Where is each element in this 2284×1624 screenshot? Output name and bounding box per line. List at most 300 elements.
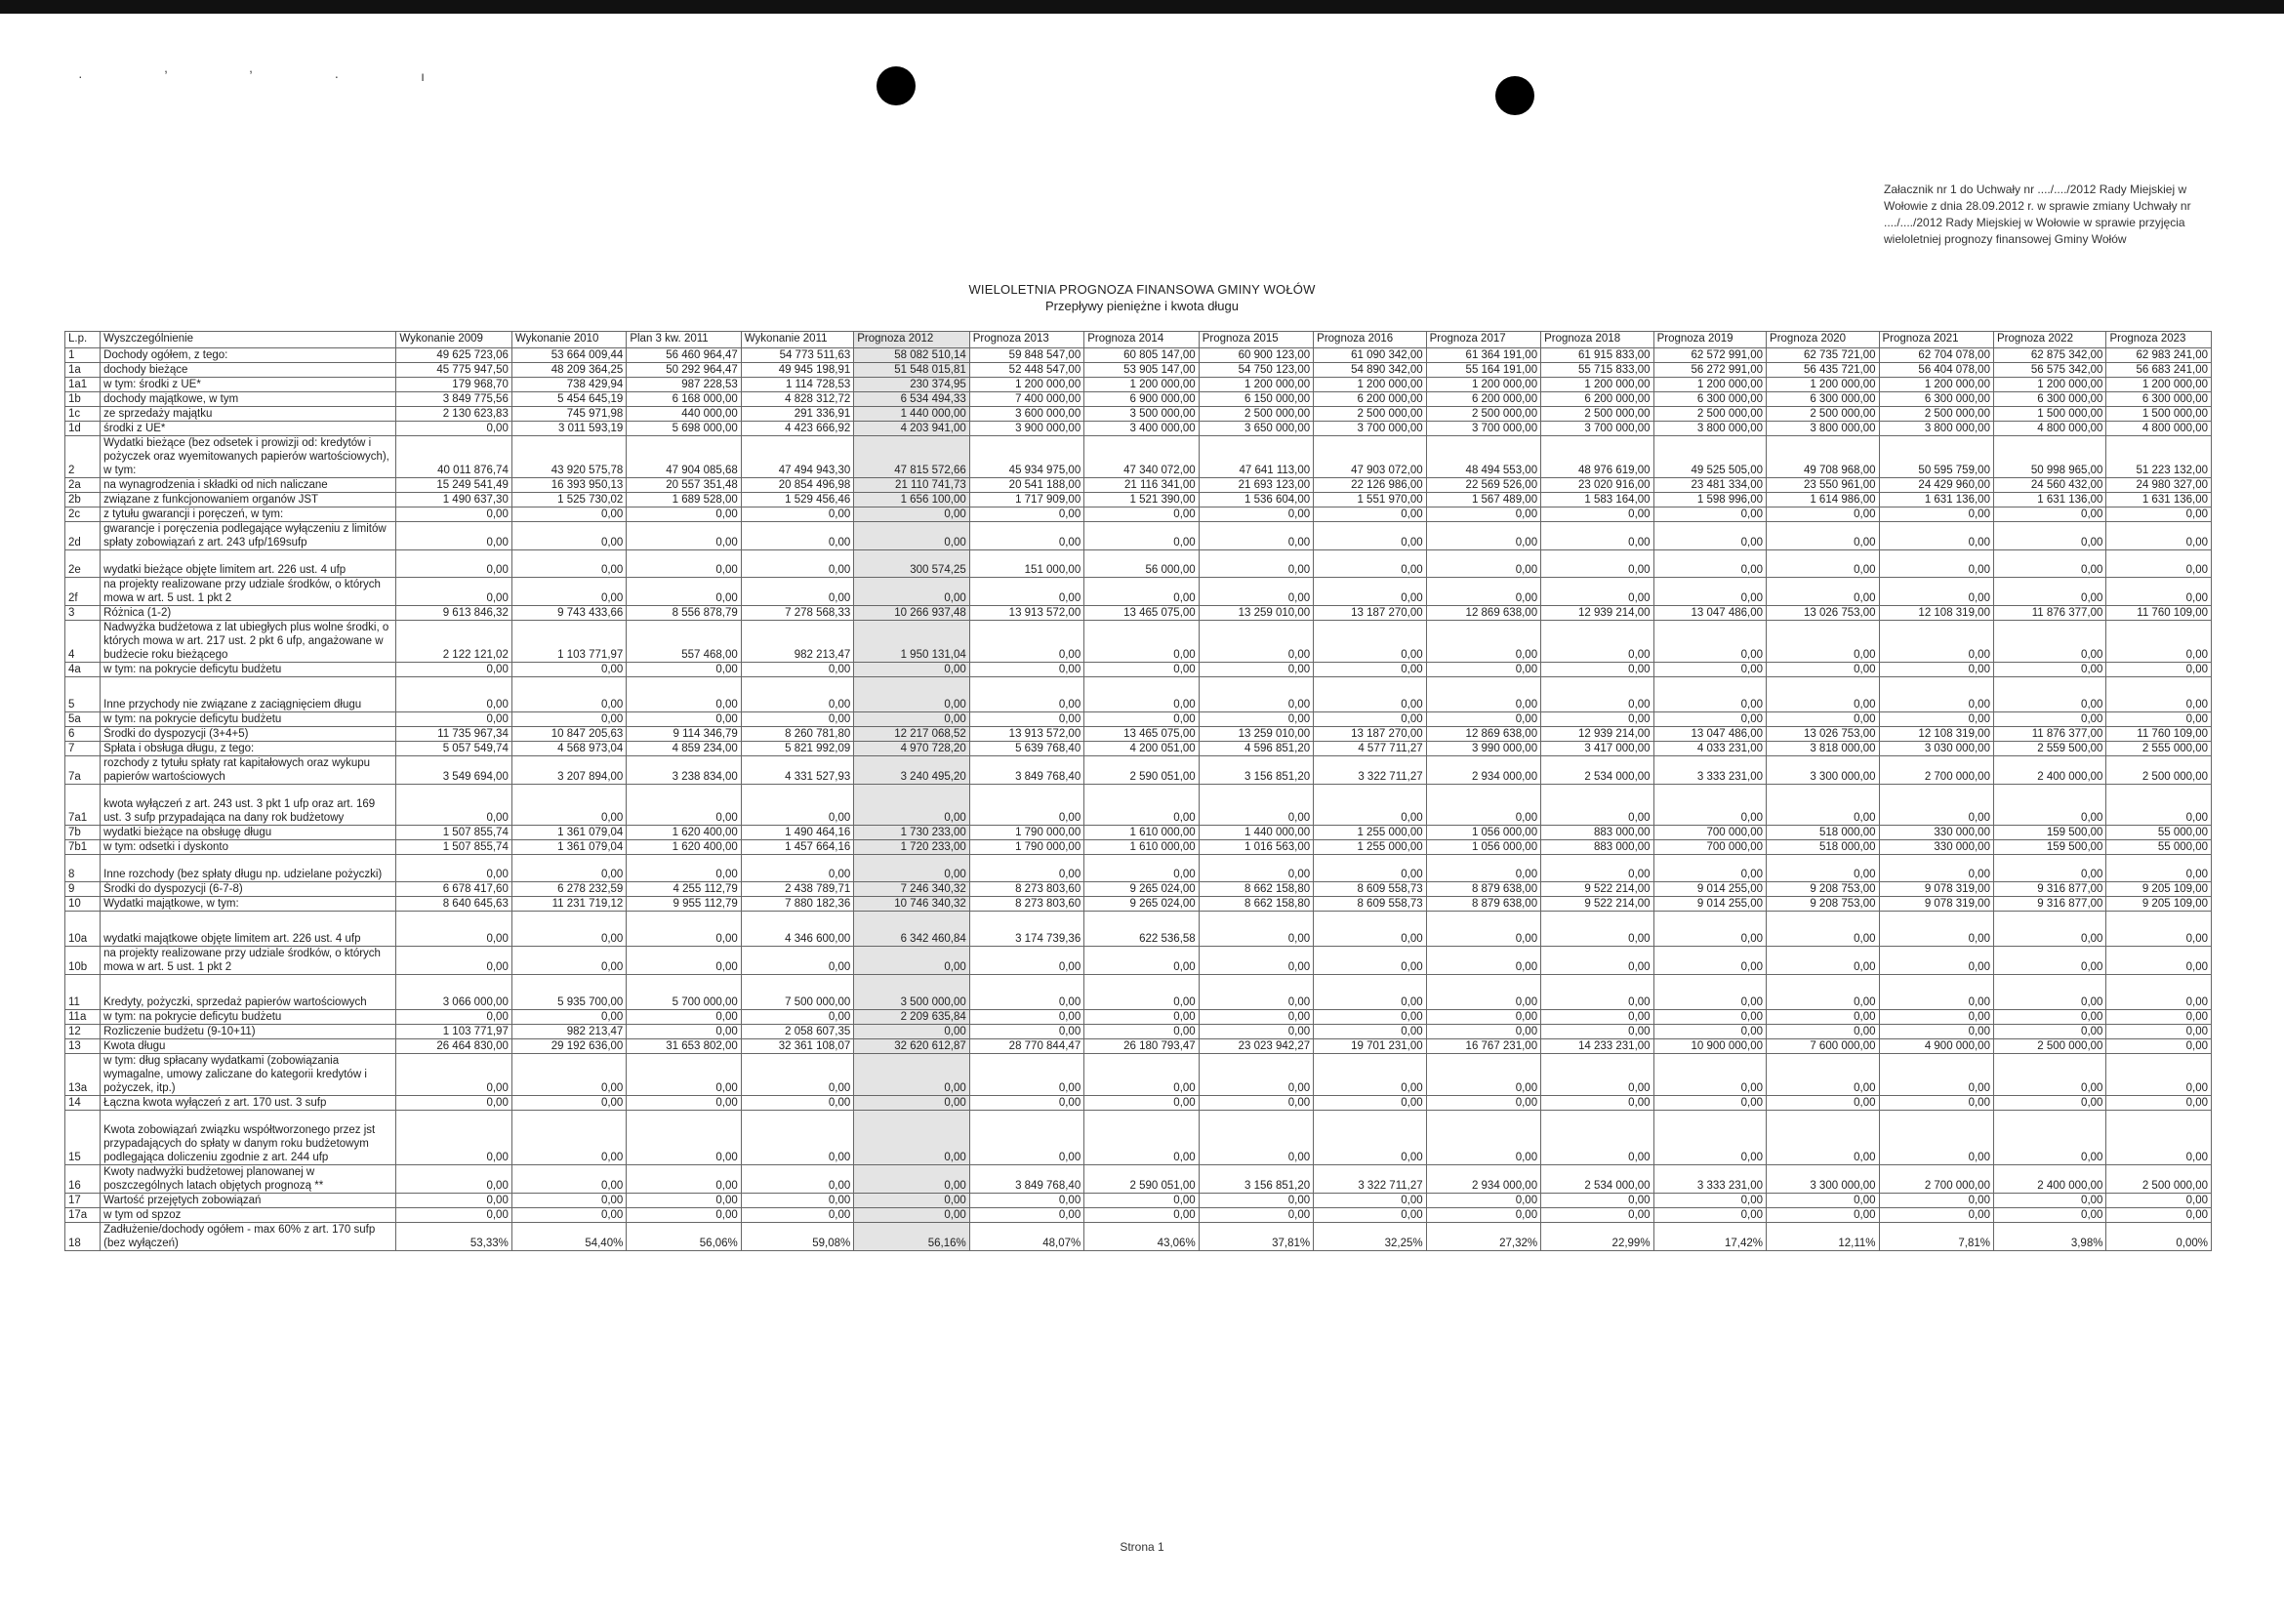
value-cell: 9 208 753,00 bbox=[1767, 897, 1879, 912]
value-cell: 0,00 bbox=[1767, 522, 1879, 550]
value-cell: 0,00 bbox=[1879, 578, 1993, 606]
value-cell: 11 876 377,00 bbox=[1993, 606, 2105, 621]
value-cell: 19 701 231,00 bbox=[1314, 1039, 1426, 1054]
scan-specks: · ʼ ʼ · ı bbox=[78, 68, 464, 84]
value-cell: 20 854 496,98 bbox=[741, 478, 853, 493]
value-cell: 0,00 bbox=[1653, 550, 1766, 578]
value-cell: 1 200 000,00 bbox=[1199, 378, 1313, 392]
value-cell: 3 849 768,40 bbox=[969, 756, 1083, 785]
value-cell: 0,00 bbox=[1879, 712, 1993, 727]
value-cell: 0,00 bbox=[1541, 578, 1653, 606]
row-number: 1 bbox=[65, 348, 101, 363]
row-description: dochody bieżące bbox=[101, 363, 396, 378]
value-cell: 60 805 147,00 bbox=[1084, 348, 1199, 363]
value-cell: 2 555 000,00 bbox=[2106, 742, 2212, 756]
value-cell: 58 082 510,14 bbox=[854, 348, 969, 363]
value-cell: 330 000,00 bbox=[1879, 826, 1993, 840]
value-cell: 2 500 000,00 bbox=[2106, 1165, 2212, 1194]
value-cell: 1 200 000,00 bbox=[1084, 378, 1199, 392]
value-cell: 0,00 bbox=[1426, 1194, 1540, 1208]
value-cell: 2 438 789,71 bbox=[741, 882, 853, 897]
value-cell: 0,00 bbox=[2106, 975, 2212, 1010]
value-cell: 55 000,00 bbox=[2106, 840, 2212, 855]
value-cell: 0,00 bbox=[1314, 1096, 1426, 1111]
value-cell: 56 000,00 bbox=[1084, 550, 1199, 578]
value-cell: 0,00 bbox=[1993, 1054, 2105, 1096]
value-cell: 1 536 604,00 bbox=[1199, 493, 1313, 508]
scan-top-edge bbox=[0, 0, 2284, 14]
value-cell: 0,00 bbox=[1084, 677, 1199, 712]
row-description: w tym: środki z UE* bbox=[101, 378, 396, 392]
value-cell: 0,00 bbox=[1541, 947, 1653, 975]
value-cell: 2 500 000,00 bbox=[1767, 407, 1879, 422]
value-cell: 0,00 bbox=[1314, 785, 1426, 826]
value-cell: 0,00 bbox=[1653, 508, 1766, 522]
row-description: Dochody ogółem, z tego: bbox=[101, 348, 396, 363]
value-cell: 0,00 bbox=[396, 422, 511, 436]
value-cell: 56 435 721,00 bbox=[1767, 363, 1879, 378]
value-cell: 62 572 991,00 bbox=[1653, 348, 1766, 363]
value-cell: 0,00 bbox=[1993, 1111, 2105, 1165]
value-cell: 0,00 bbox=[1541, 975, 1653, 1010]
table-row bbox=[65, 712, 2212, 727]
value-cell: 7 880 182,36 bbox=[741, 897, 853, 912]
table-row bbox=[65, 1111, 2212, 1165]
value-cell: 0,00 bbox=[1541, 522, 1653, 550]
value-cell: 47 904 085,68 bbox=[627, 436, 741, 478]
value-cell: 24 429 960,00 bbox=[1879, 478, 1993, 493]
value-cell: 0,00 bbox=[1541, 1194, 1653, 1208]
value-cell: 6 278 232,59 bbox=[511, 882, 626, 897]
value-cell: 0,00 bbox=[741, 1096, 853, 1111]
value-cell: 0,00 bbox=[741, 508, 853, 522]
value-cell: 0,00 bbox=[511, 1054, 626, 1096]
value-cell: 0,00 bbox=[396, 508, 511, 522]
value-cell: 0,00 bbox=[1199, 663, 1313, 677]
value-cell: 300 574,25 bbox=[854, 550, 969, 578]
value-cell: 6 200 000,00 bbox=[1426, 392, 1540, 407]
punch-hole-right bbox=[1495, 76, 1534, 115]
value-cell: 7 500 000,00 bbox=[741, 975, 853, 1010]
row-number: 8 bbox=[65, 855, 101, 882]
value-cell: 0,00 bbox=[511, 522, 626, 550]
value-cell: 0,00 bbox=[1993, 621, 2105, 663]
value-cell: 1 521 390,00 bbox=[1084, 493, 1199, 508]
row-description: wydatki bieżące objęte limitem art. 226 ust. 4 ufp bbox=[101, 550, 396, 578]
value-cell: 0,00 bbox=[969, 578, 1083, 606]
value-cell: 0,00 bbox=[1084, 1194, 1199, 1208]
value-cell: 59 848 547,00 bbox=[969, 348, 1083, 363]
forecast-table bbox=[64, 331, 2212, 1251]
value-cell: 1 730 233,00 bbox=[854, 826, 969, 840]
value-cell: 518 000,00 bbox=[1767, 840, 1879, 855]
value-cell: 21 116 341,00 bbox=[1084, 478, 1199, 493]
value-cell: 0,00 bbox=[2106, 1111, 2212, 1165]
value-cell: 1 610 000,00 bbox=[1084, 826, 1199, 840]
value-cell: 0,00 bbox=[1879, 785, 1993, 826]
table-row bbox=[65, 621, 2212, 663]
row-number: 10 bbox=[65, 897, 101, 912]
value-cell: 0,00 bbox=[1653, 621, 1766, 663]
row-number: 1b bbox=[65, 392, 101, 407]
value-cell: 0,00 bbox=[1426, 508, 1540, 522]
value-cell: 12 869 638,00 bbox=[1426, 606, 1540, 621]
value-cell: 0,00 bbox=[1767, 785, 1879, 826]
value-cell: 557 468,00 bbox=[627, 621, 741, 663]
value-cell: 0,00 bbox=[1993, 508, 2105, 522]
value-cell: 0,00 bbox=[1314, 550, 1426, 578]
value-cell: 0,00 bbox=[969, 1194, 1083, 1208]
value-cell: 0,00 bbox=[627, 1096, 741, 1111]
value-cell: 0,00 bbox=[741, 947, 853, 975]
value-cell: 0,00 bbox=[969, 663, 1083, 677]
value-cell: 0,00 bbox=[511, 912, 626, 947]
value-cell: 0,00 bbox=[741, 578, 853, 606]
value-cell: 0,00 bbox=[627, 785, 741, 826]
value-cell: 0,00 bbox=[1199, 785, 1313, 826]
value-cell: 0,00 bbox=[1199, 522, 1313, 550]
value-cell: 13 187 270,00 bbox=[1314, 606, 1426, 621]
value-cell: 6 300 000,00 bbox=[1653, 392, 1766, 407]
row-description: na wynagrodzenia i składki od nich naliczane bbox=[101, 478, 396, 493]
value-cell: 0,00 bbox=[627, 677, 741, 712]
value-cell: 0,00 bbox=[1993, 1194, 2105, 1208]
value-cell: 0,00 bbox=[1199, 1111, 1313, 1165]
value-cell: 0,00 bbox=[1653, 1010, 1766, 1025]
value-cell: 0,00 bbox=[741, 1194, 853, 1208]
value-cell: 1 103 771,97 bbox=[511, 621, 626, 663]
value-cell: 0,00 bbox=[2106, 522, 2212, 550]
value-cell: 0,00 bbox=[741, 663, 853, 677]
table-row bbox=[65, 606, 2212, 621]
value-cell: 0,00 bbox=[1084, 855, 1199, 882]
value-cell: 9 522 214,00 bbox=[1541, 897, 1653, 912]
value-cell: 0,00 bbox=[1541, 855, 1653, 882]
value-cell: 0,00 bbox=[1426, 550, 1540, 578]
value-cell: 4 828 312,72 bbox=[741, 392, 853, 407]
value-cell: 47 340 072,00 bbox=[1084, 436, 1199, 478]
value-cell: 1 950 131,04 bbox=[854, 621, 969, 663]
value-cell: 0,00 bbox=[2106, 508, 2212, 522]
row-description: kwota wyłączeń z art. 243 ust. 3 pkt 1 ufp oraz art. 169 ust. 3 sufp przypadająca na dany rok budżetowy bbox=[101, 785, 396, 826]
value-cell: 20 557 351,48 bbox=[627, 478, 741, 493]
value-cell: 1 200 000,00 bbox=[1993, 378, 2105, 392]
value-cell: 3 900 000,00 bbox=[969, 422, 1083, 436]
value-cell: 0,00 bbox=[1767, 578, 1879, 606]
value-cell: 0,00 bbox=[1541, 1111, 1653, 1165]
value-cell: 3 818 000,00 bbox=[1767, 742, 1879, 756]
row-description: rozchody z tytułu spłaty rat kapitałowych oraz wykupu papierów wartościowych bbox=[101, 756, 396, 785]
value-cell: 1 500 000,00 bbox=[1993, 407, 2105, 422]
column-header: Prognoza 2012 bbox=[854, 332, 969, 348]
column-header: Prognoza 2013 bbox=[969, 332, 1083, 348]
value-cell: 12 869 638,00 bbox=[1426, 727, 1540, 742]
value-cell: 49 708 968,00 bbox=[1767, 436, 1879, 478]
value-cell: 50 595 759,00 bbox=[1879, 436, 1993, 478]
value-cell: 47 815 572,66 bbox=[854, 436, 969, 478]
value-cell: 1 614 986,00 bbox=[1767, 493, 1879, 508]
value-cell: 0,00 bbox=[1314, 621, 1426, 663]
table-row bbox=[65, 756, 2212, 785]
value-cell: 3 333 231,00 bbox=[1653, 1165, 1766, 1194]
row-description: Nadwyżka budżetowa z lat ubiegłych plus wolne środki, o których mowa w art. 217 ust. 2 pkt 6 ufp, angażowane w budżecie roku bieżącego bbox=[101, 621, 396, 663]
value-cell: 9 014 255,00 bbox=[1653, 882, 1766, 897]
value-cell: 0,00 bbox=[627, 1025, 741, 1039]
row-number: 10b bbox=[65, 947, 101, 975]
value-cell: 5 700 000,00 bbox=[627, 975, 741, 1010]
value-cell: 15 249 541,49 bbox=[396, 478, 511, 493]
row-number: 6 bbox=[65, 727, 101, 742]
table-row bbox=[65, 947, 2212, 975]
value-cell: 12 939 214,00 bbox=[1541, 606, 1653, 621]
value-cell: 6 300 000,00 bbox=[2106, 392, 2212, 407]
value-cell: 0,00 bbox=[1541, 1010, 1653, 1025]
value-cell: 0,00 bbox=[1653, 522, 1766, 550]
value-cell: 0,00 bbox=[1199, 508, 1313, 522]
row-number: 10a bbox=[65, 912, 101, 947]
value-cell: 40 011 876,74 bbox=[396, 436, 511, 478]
value-cell: 230 374,95 bbox=[854, 378, 969, 392]
value-cell: 0,00 bbox=[511, 1194, 626, 1208]
value-cell: 22 569 526,00 bbox=[1426, 478, 1540, 493]
value-cell: 29 192 636,00 bbox=[511, 1039, 626, 1054]
value-cell: 0,00 bbox=[1084, 1025, 1199, 1039]
table-row bbox=[65, 677, 2212, 712]
value-cell: 0,00 bbox=[1199, 1054, 1313, 1096]
value-cell: 159 500,00 bbox=[1993, 840, 2105, 855]
value-cell: 8 260 781,80 bbox=[741, 727, 853, 742]
value-cell: 6 678 417,60 bbox=[396, 882, 511, 897]
row-description: środki z UE* bbox=[101, 422, 396, 436]
value-cell: 59,08% bbox=[741, 1223, 853, 1251]
value-cell: 10 847 205,63 bbox=[511, 727, 626, 742]
value-cell: 0,00 bbox=[1426, 522, 1540, 550]
value-cell: 0,00 bbox=[741, 855, 853, 882]
value-cell: 4 800 000,00 bbox=[1993, 422, 2105, 436]
value-cell: 24 560 432,00 bbox=[1993, 478, 2105, 493]
row-description: Kwoty nadwyżki budżetowej planowanej w poszczególnych latach objętych prognozą ** bbox=[101, 1165, 396, 1194]
value-cell: 0,00 bbox=[1314, 522, 1426, 550]
value-cell: 11 231 719,12 bbox=[511, 897, 626, 912]
value-cell: 56 683 241,00 bbox=[2106, 363, 2212, 378]
value-cell: 3 700 000,00 bbox=[1426, 422, 1540, 436]
row-description: wydatki bieżące na obsługę długu bbox=[101, 826, 396, 840]
value-cell: 8 662 158,80 bbox=[1199, 882, 1313, 897]
value-cell: 0,00 bbox=[627, 508, 741, 522]
value-cell: 0,00 bbox=[854, 855, 969, 882]
value-cell: 1 551 970,00 bbox=[1314, 493, 1426, 508]
row-description: Kredyty, pożyczki, sprzedaż papierów wartościowych bbox=[101, 975, 396, 1010]
row-description: Wydatki majątkowe, w tym: bbox=[101, 897, 396, 912]
value-cell: 56 272 991,00 bbox=[1653, 363, 1766, 378]
value-cell: 0,00 bbox=[396, 677, 511, 712]
row-number: 5 bbox=[65, 677, 101, 712]
value-cell: 0,00 bbox=[1314, 975, 1426, 1010]
value-cell: 1 500 000,00 bbox=[2106, 407, 2212, 422]
value-cell: 0,00 bbox=[1084, 1096, 1199, 1111]
value-cell: 51 223 132,00 bbox=[2106, 436, 2212, 478]
value-cell: 4 423 666,92 bbox=[741, 422, 853, 436]
value-cell: 0,00 bbox=[1426, 677, 1540, 712]
value-cell: 0,00 bbox=[2106, 1025, 2212, 1039]
value-cell: 50 998 965,00 bbox=[1993, 436, 2105, 478]
value-cell: 12 217 068,52 bbox=[854, 727, 969, 742]
value-cell: 9 078 319,00 bbox=[1879, 897, 1993, 912]
value-cell: 0,00 bbox=[1541, 621, 1653, 663]
value-cell: 56,06% bbox=[627, 1223, 741, 1251]
value-cell: 7 600 000,00 bbox=[1767, 1039, 1879, 1054]
value-cell: 3 417 000,00 bbox=[1541, 742, 1653, 756]
value-cell: 0,00 bbox=[969, 1208, 1083, 1223]
value-cell: 0,00 bbox=[1541, 785, 1653, 826]
value-cell: 0,00 bbox=[396, 855, 511, 882]
value-cell: 9 613 846,32 bbox=[396, 606, 511, 621]
value-cell: 55 164 191,00 bbox=[1426, 363, 1540, 378]
value-cell: 3 322 711,27 bbox=[1314, 756, 1426, 785]
value-cell: 54 773 511,63 bbox=[741, 348, 853, 363]
value-cell: 0,00 bbox=[2106, 1194, 2212, 1208]
document-title: WIELOLETNIA PROGNOZA FINANSOWA GMINY WOŁÓW bbox=[968, 282, 1316, 297]
column-header: Plan 3 kw. 2011 bbox=[627, 332, 741, 348]
value-cell: 0,00 bbox=[1084, 785, 1199, 826]
value-cell: 0,00 bbox=[1199, 912, 1313, 947]
value-cell: 1 598 996,00 bbox=[1653, 493, 1766, 508]
value-cell: 0,00 bbox=[1314, 912, 1426, 947]
table-row bbox=[65, 522, 2212, 550]
value-cell: 0,00 bbox=[1314, 1054, 1426, 1096]
table-row bbox=[65, 897, 2212, 912]
value-cell: 0,00 bbox=[1767, 712, 1879, 727]
value-cell: 3,98% bbox=[1993, 1223, 2105, 1251]
value-cell: 0,00 bbox=[1879, 1096, 1993, 1111]
value-cell: 0,00 bbox=[1314, 508, 1426, 522]
value-cell: 0,00 bbox=[1653, 578, 1766, 606]
table-row bbox=[65, 727, 2212, 742]
value-cell: 0,00 bbox=[1653, 975, 1766, 1010]
value-cell: 0,00 bbox=[969, 1025, 1083, 1039]
value-cell: 7 246 340,32 bbox=[854, 882, 969, 897]
row-description: Zadłużenie/dochody ogółem - max 60% z art. 170 sufp (bez wyłączeń) bbox=[101, 1223, 396, 1251]
value-cell: 14 233 231,00 bbox=[1541, 1039, 1653, 1054]
value-cell: 0,00 bbox=[396, 1054, 511, 1096]
row-number: 1a1 bbox=[65, 378, 101, 392]
column-header: Prognoza 2018 bbox=[1541, 332, 1653, 348]
value-cell: 0,00 bbox=[1426, 1010, 1540, 1025]
value-cell: 0,00 bbox=[1541, 912, 1653, 947]
table-row bbox=[65, 975, 2212, 1010]
value-cell: 0,00 bbox=[1993, 522, 2105, 550]
value-cell: 1 056 000,00 bbox=[1426, 826, 1540, 840]
value-cell: 1 200 000,00 bbox=[2106, 378, 2212, 392]
value-cell: 1 656 100,00 bbox=[854, 493, 969, 508]
value-cell: 1 440 000,00 bbox=[1199, 826, 1313, 840]
value-cell: 0,00 bbox=[511, 1165, 626, 1194]
value-cell: 0,00 bbox=[1879, 855, 1993, 882]
value-cell: 1 457 664,16 bbox=[741, 840, 853, 855]
value-cell: 24 980 327,00 bbox=[2106, 478, 2212, 493]
table-row bbox=[65, 742, 2212, 756]
value-cell: 0,00 bbox=[1879, 1025, 1993, 1039]
value-cell: 0,00 bbox=[854, 1165, 969, 1194]
value-cell: 2 130 623,83 bbox=[396, 407, 511, 422]
table-row bbox=[65, 882, 2212, 897]
value-cell: 0,00 bbox=[1199, 1096, 1313, 1111]
value-cell: 0,00 bbox=[1426, 912, 1540, 947]
value-cell: 0,00 bbox=[741, 550, 853, 578]
row-description: na projekty realizowane przy udziale środków, o których mowa w art. 5 ust. 1 pkt 2 bbox=[101, 578, 396, 606]
value-cell: 21 693 123,00 bbox=[1199, 478, 1313, 493]
value-cell: 3 700 000,00 bbox=[1314, 422, 1426, 436]
row-number: 13 bbox=[65, 1039, 101, 1054]
value-cell: 0,00 bbox=[511, 663, 626, 677]
value-cell: 2 209 635,84 bbox=[854, 1010, 969, 1025]
value-cell: 43,06% bbox=[1084, 1223, 1199, 1251]
row-number: 15 bbox=[65, 1111, 101, 1165]
value-cell: 0,00 bbox=[1199, 621, 1313, 663]
value-cell: 0,00 bbox=[969, 1111, 1083, 1165]
table-row bbox=[65, 348, 2212, 363]
table-row bbox=[65, 826, 2212, 840]
value-cell: 0,00 bbox=[854, 1054, 969, 1096]
value-cell: 7,81% bbox=[1879, 1223, 1993, 1251]
row-number: 4a bbox=[65, 663, 101, 677]
value-cell: 6 200 000,00 bbox=[1541, 392, 1653, 407]
value-cell: 28 770 844,47 bbox=[969, 1039, 1083, 1054]
value-cell: 10 266 937,48 bbox=[854, 606, 969, 621]
row-description: Wartość przejętych zobowiązań bbox=[101, 1194, 396, 1208]
value-cell: 0,00 bbox=[2106, 621, 2212, 663]
column-header: Prognoza 2023 bbox=[2106, 332, 2212, 348]
row-number: 13a bbox=[65, 1054, 101, 1096]
value-cell: 3 156 851,20 bbox=[1199, 756, 1313, 785]
value-cell: 982 213,47 bbox=[511, 1025, 626, 1039]
value-cell: 0,00 bbox=[1199, 550, 1313, 578]
value-cell: 13 047 486,00 bbox=[1653, 727, 1766, 742]
value-cell: 0,00 bbox=[741, 677, 853, 712]
value-cell: 883 000,00 bbox=[1541, 840, 1653, 855]
value-cell: 0,00 bbox=[511, 712, 626, 727]
value-cell: 62 983 241,00 bbox=[2106, 348, 2212, 363]
value-cell: 700 000,00 bbox=[1653, 840, 1766, 855]
value-cell: 6 300 000,00 bbox=[1993, 392, 2105, 407]
table-row bbox=[65, 436, 2212, 478]
value-cell: 0,00 bbox=[1767, 663, 1879, 677]
table-row bbox=[65, 493, 2212, 508]
row-description: w tym od spzoz bbox=[101, 1208, 396, 1223]
value-cell: 52 448 547,00 bbox=[969, 363, 1083, 378]
value-cell: 4 255 112,79 bbox=[627, 882, 741, 897]
table-row bbox=[65, 378, 2212, 392]
value-cell: 0,00 bbox=[1653, 785, 1766, 826]
value-cell: 1 056 000,00 bbox=[1426, 840, 1540, 855]
row-description: z tytułu gwarancji i poręczeń, w tym: bbox=[101, 508, 396, 522]
value-cell: 0,00 bbox=[1653, 712, 1766, 727]
table-row bbox=[65, 1039, 2212, 1054]
value-cell: 0,00 bbox=[969, 785, 1083, 826]
value-cell: 32 361 108,07 bbox=[741, 1039, 853, 1054]
row-description: Łączna kwota wyłączeń z art. 170 ust. 3 sufp bbox=[101, 1096, 396, 1111]
value-cell: 0,00 bbox=[1653, 1025, 1766, 1039]
value-cell: 1 200 000,00 bbox=[1879, 378, 1993, 392]
value-cell: 48 209 364,25 bbox=[511, 363, 626, 378]
value-cell: 26 180 793,47 bbox=[1084, 1039, 1199, 1054]
value-cell: 23 550 961,00 bbox=[1767, 478, 1879, 493]
value-cell: 0,00 bbox=[627, 1010, 741, 1025]
value-cell: 61 090 342,00 bbox=[1314, 348, 1426, 363]
value-cell: 3 500 000,00 bbox=[854, 975, 969, 1010]
value-cell: 0,00 bbox=[2106, 785, 2212, 826]
column-header: Prognoza 2016 bbox=[1314, 332, 1426, 348]
